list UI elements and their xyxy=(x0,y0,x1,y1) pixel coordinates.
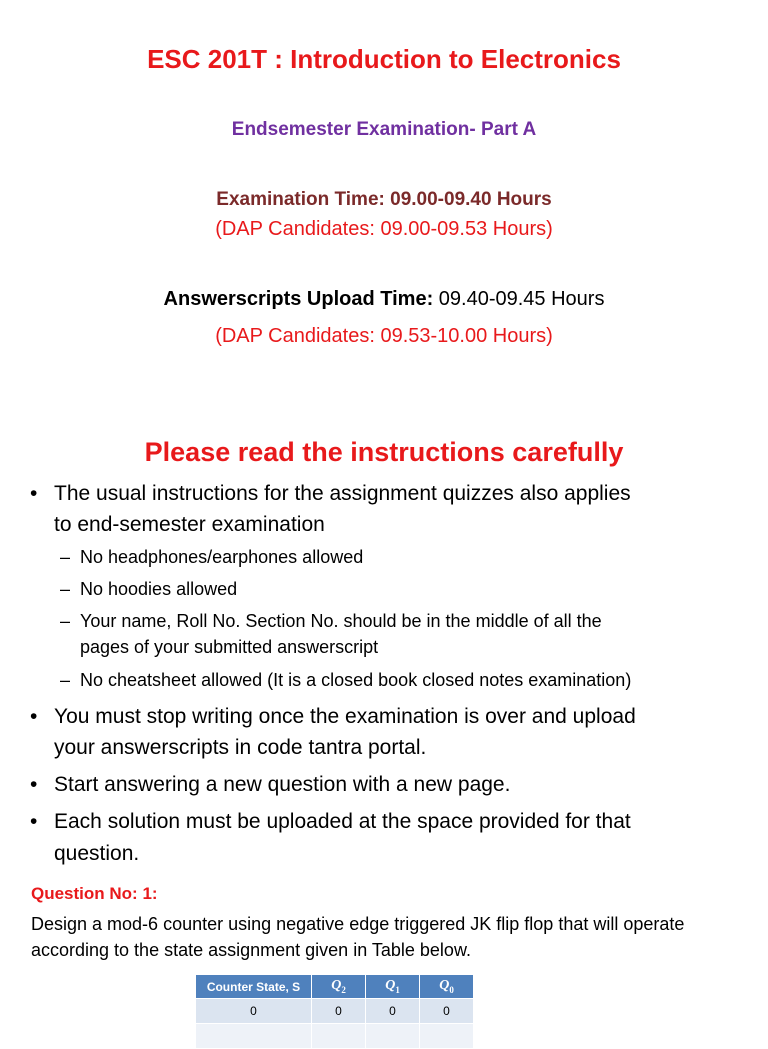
table-cell xyxy=(312,1024,366,1049)
table-cell: 0 xyxy=(420,999,474,1024)
bullet-text: your answerscripts in code tantra portal. xyxy=(54,736,427,759)
dash-icon: – xyxy=(60,547,71,567)
table-header-row xyxy=(196,975,474,999)
table-row xyxy=(196,1024,474,1049)
bullet-icon: • xyxy=(30,810,38,833)
column-header: $Q_2$ xyxy=(312,975,366,999)
page-title: ESC 201T : Introduction to Electronics xyxy=(147,44,621,74)
upload-time-value: 09.40-09.45 Hours xyxy=(433,288,605,310)
bullet-text: Each solution must be uploaded at the space provided for that xyxy=(54,810,631,833)
upload-time-label: Answerscripts Upload Time: xyxy=(163,288,434,310)
state-assignment-table xyxy=(195,974,474,1049)
exam-subtitle: Endsemester Examination- Part A xyxy=(231,119,537,140)
bullet-icon: • xyxy=(30,705,38,728)
exam-time-dap: (DAP Candidates: 09.00-09.53 Hours) xyxy=(215,218,553,240)
column-header: Counter State, S xyxy=(196,975,312,999)
bullet-icon: • xyxy=(30,482,38,505)
bullet-text: Start answering a new question with a new page. xyxy=(54,773,511,796)
table-cell: 0 xyxy=(366,999,420,1024)
dash-icon: – xyxy=(60,579,71,599)
exam-time: Examination Time: 09.00-09.40 Hours xyxy=(216,189,552,210)
column-header: $Q_1$ xyxy=(366,975,420,999)
bullet-text: You must stop writing once the examination is over and upload xyxy=(54,705,636,728)
table-cell: 0 xyxy=(196,999,312,1024)
sub-item-text: No cheatsheet allowed (It is a closed book closed notes examination) xyxy=(80,670,632,690)
table-cell xyxy=(366,1024,420,1049)
table-cell xyxy=(196,1024,312,1049)
question-number: Question No: 1: xyxy=(31,884,158,903)
column-header: $Q_0$ xyxy=(420,975,474,999)
bullet-text: The usual instructions for the assignment quizzes also applies xyxy=(54,482,631,505)
bullet-text: question. xyxy=(54,842,140,865)
sub-item-text: pages of your submitted answerscript xyxy=(80,637,379,657)
bullet-text: to end-semester examination xyxy=(54,513,325,536)
bullet-icon: • xyxy=(30,773,38,796)
dash-icon: – xyxy=(60,611,71,631)
table-row xyxy=(196,999,474,1024)
instructions-heading: Please read the instructions carefully xyxy=(144,437,624,467)
sub-item-text: No headphones/earphones allowed xyxy=(80,547,364,567)
question-text: Design a mod-6 counter using negative edge triggered JK flip flop that will operate according to the state assignment given in Table below. xyxy=(31,914,685,960)
sub-item-text: Your name, Roll No. Section No. should be in the middle of all the xyxy=(80,611,602,631)
upload-time xyxy=(0,288,768,311)
table-cell xyxy=(420,1024,474,1049)
upload-time-dap: (DAP Candidates: 09.53-10.00 Hours) xyxy=(215,325,553,347)
dash-icon: – xyxy=(60,670,71,690)
sub-item-text: No hoodies allowed xyxy=(80,579,238,599)
table-cell: 0 xyxy=(312,999,366,1024)
